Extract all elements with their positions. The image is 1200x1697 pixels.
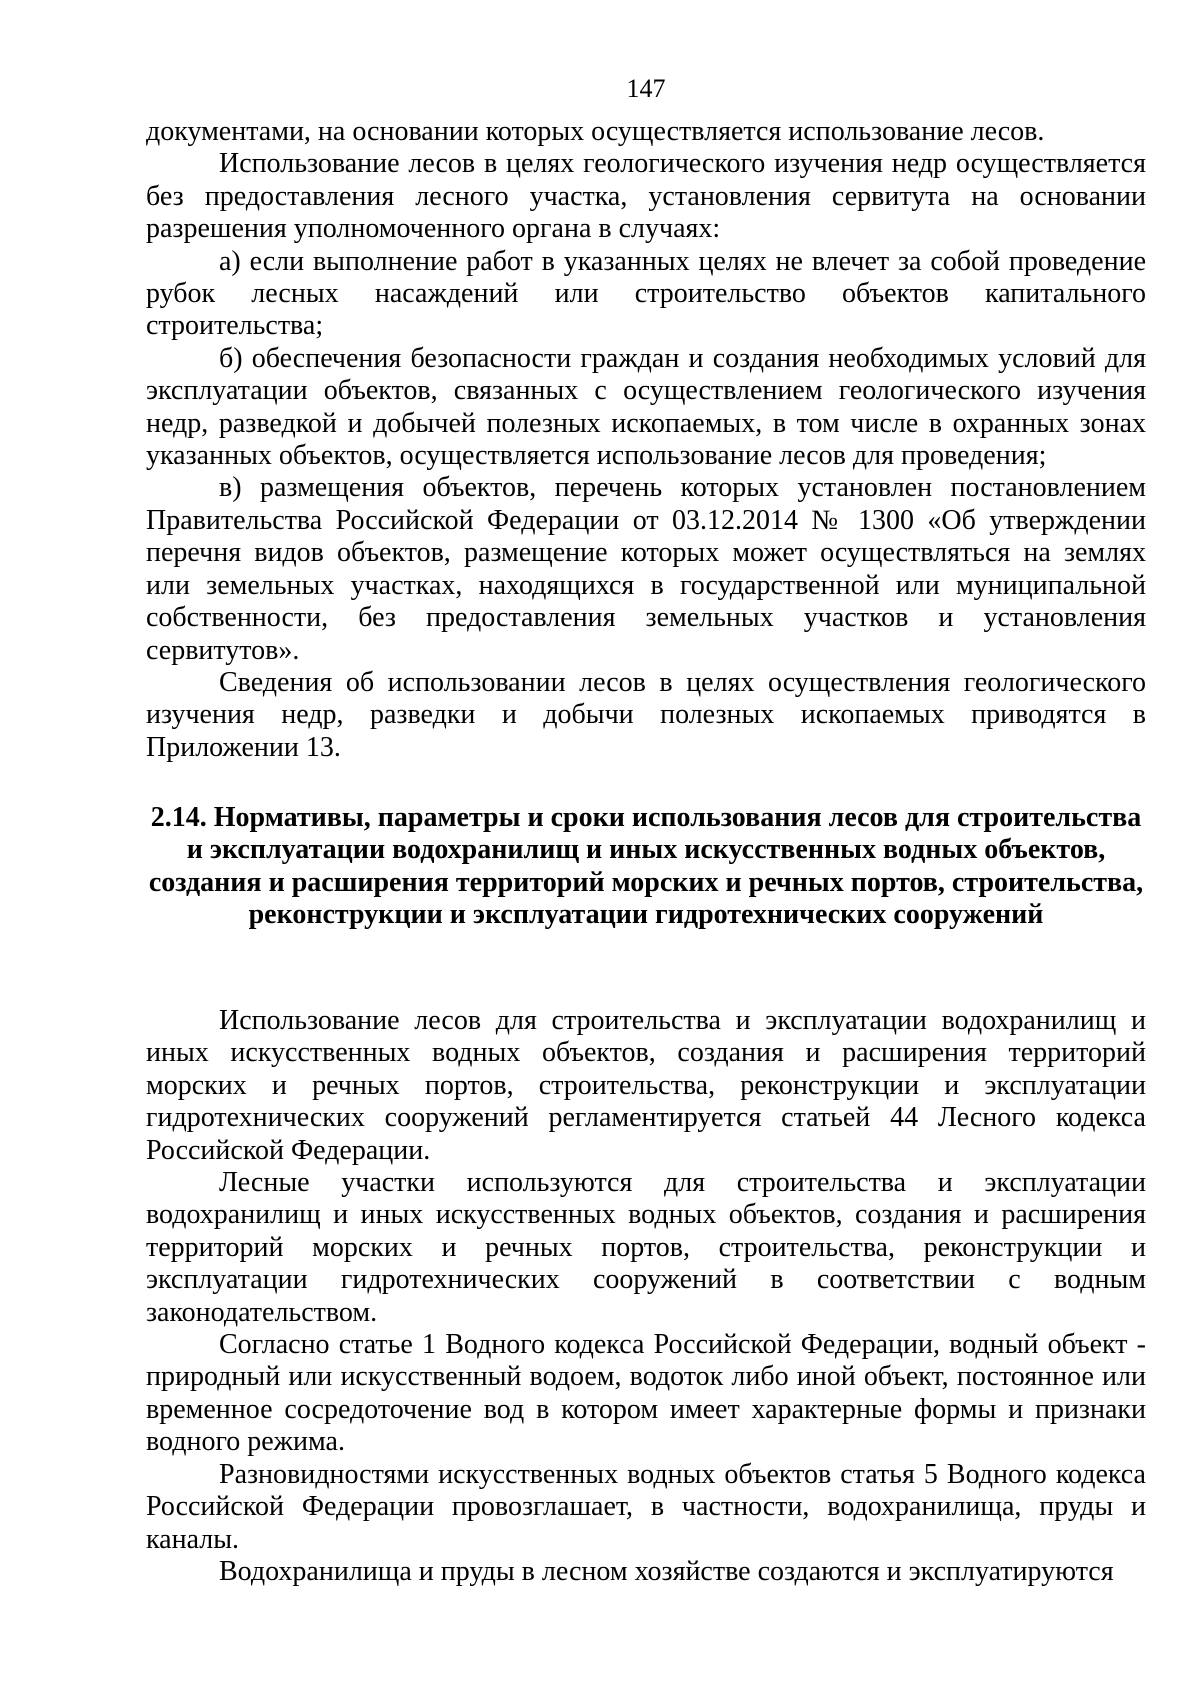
body-text-bottom [146,1005,1146,1588]
paragraph: б) обеспечения безопасности граждан и создания необходимых условий для эксплуатации объектов, связанных с осуществлением геологического изучения недр, разведкой и добычей полезных ископаемых, в том числе в охранных зонах указанных объектов, осуществляется использование лесов для проведения; [146,342,1146,472]
section-heading: 2.14. Нормативы, параметры и сроки использования лесов для строительства и эксплуатации водохранилищ и иных искусственных водных объектов, создания и расширения территорий морских и речных портов, строительства, реконструкции и эксплуатации гидротехнических сооружений [148,802,1144,931]
page-number: 147 [626,74,666,103]
paragraph: а) если выполнение работ в указанных целях не влечет за собой проведение рубок лесных насаждений или строительство объектов капитального строительства; [146,245,1146,342]
body-text-top [146,116,1146,764]
paragraph: документами, на основании которых осуществляется использование лесов. [146,116,1045,147]
paragraph: в) размещения объектов, перечень которых установлен постановлением Правительства Российской Федерации от 03.12.2014 № 1300 «Об утверждении перечня видов объектов, размещение которых может осуществляться на землях или земельных участках, находящихся в государственной или муниципальной собственности, без предоставления земельных участков и установления сервитутов». [146,472,1146,666]
paragraph: Использование лесов для строительства и эксплуатации водохранилищ и иных искусственных водных объектов, создания и расширения территорий морских и речных портов, строительства, реконструкции и эксплуатации гидротехнических сооружений регламентируется статьей 44 Лесного кодекса Российской Федерации. [146,1005,1146,1166]
paragraph: Лесные участки используются для строительства и эксплуатации водохранилищ и иных искусственных водных объектов, создания и расширения территорий морских и речных портов, строительства, реконструкции и эксплуатации гидротехнических сооружений в соответствии с водным законодательством. [146,1167,1146,1328]
paragraph: Использование лесов в целях геологического изучения недр осуществляется без предоставления лесного участка, установления сервитута на основании разрешения уполномоченного органа в случаях: [146,148,1146,245]
paragraph: Согласно статье 1 Водного кодекса Российской Федерации, водный объект - природный или искусственный водоем, водоток либо иной объект, постоянное или временное сосредоточение вод в котором имеет характерные формы и признаки водного режима. [146,1329,1146,1458]
paragraph: Сведения об использовании лесов в целях осуществления геологического изучения недр, разведки и добычи полезных ископаемых приводятся в Приложении 13. [146,666,1146,763]
paragraph: Водохранилища и пруды в лесном хозяйстве создаются и эксплуатируются [219,1555,1114,1587]
paragraph: Разновидностями искусственных водных объектов статья 5 Водного кодекса Российской Федерации провозглашает, в частности, водохранилища, пруды и каналы. [146,1458,1146,1555]
